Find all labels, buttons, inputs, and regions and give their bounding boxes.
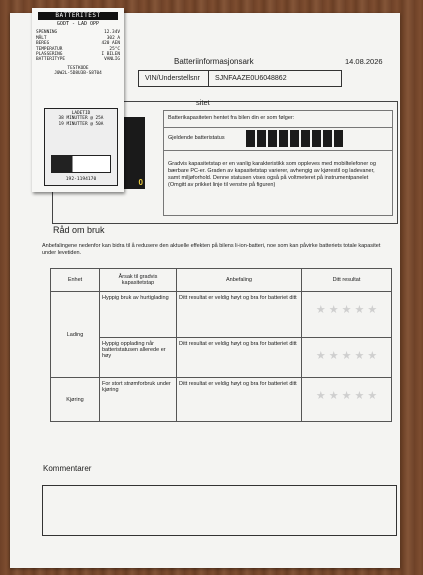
table-row	[51, 338, 392, 378]
charge-time-line: 19 MINUTTER @ 50A	[58, 121, 104, 127]
battery-status-cells	[246, 130, 343, 147]
battery-status-cell	[323, 130, 332, 147]
table-row	[51, 378, 392, 422]
receipt-line-value: 420 AEN	[101, 41, 120, 47]
star-icon: ★	[367, 350, 378, 362]
recommendation-cell: Ditt resultat er veldig høyt og bra for batteriet ditt	[177, 292, 302, 338]
test-code-label: TESTKODE	[67, 65, 89, 71]
result-cell	[302, 378, 392, 422]
receipt-line-value: 302 A	[106, 35, 120, 41]
star-rating	[304, 341, 389, 362]
receipt-line	[32, 57, 124, 62]
capacity-intro: Batterikapasiteten hentet fra bilen din er som følger:	[168, 115, 295, 121]
cause-cell: Hyppig bruk av hurtiglading	[100, 292, 177, 338]
receipt-line-key: BEREG	[36, 41, 50, 47]
receipt-line-key: PLASSERING	[36, 52, 63, 58]
battery-status-cell	[334, 130, 343, 147]
table-header-row	[51, 269, 392, 292]
unit-cell: Lading	[51, 292, 100, 378]
capacity-box	[163, 110, 393, 216]
advice-table	[50, 268, 392, 422]
star-icon: ★	[367, 304, 378, 316]
vin-value: SJNFAAZE0U6048862	[215, 75, 287, 82]
advice-intro: Anbefalingene nedenfor kan bidra til å redusere den aktuelle effekten på bilens li-ion-batteri, noe som kan påvirke batteriets totale kapasitet under levetiden.	[42, 243, 381, 256]
cause-cell: For stort strømforbruk under kjøring	[100, 378, 177, 422]
star-icon: ★	[328, 390, 339, 402]
charge-time-line: 38 MINUTTER @ 25A	[58, 116, 104, 122]
battery-status-cell	[301, 130, 310, 147]
test-code: J0W2L-5D8U3B-S8T04	[54, 71, 102, 77]
receipt-line-key: TEMPERATUR	[36, 46, 63, 52]
document-title: Batteriinformasjonsark	[174, 57, 254, 66]
receipt-line-value: I BILEN	[101, 52, 120, 58]
vin-label: VIN/Understellsnr	[139, 71, 209, 86]
col-header: Ditt resultat	[302, 269, 392, 292]
battery-status-cell	[290, 130, 299, 147]
battery-status-cell	[246, 130, 255, 147]
col-header: Enhet	[51, 269, 100, 292]
battery-status-cell	[268, 130, 277, 147]
vehicle-photo-fragment	[124, 117, 145, 189]
receipt-lines	[32, 30, 124, 62]
receipt-line-key: BATTERITYPE	[36, 57, 66, 63]
photo-text: 0	[138, 178, 143, 187]
charge-gauge	[51, 155, 111, 173]
recommendation-cell: Ditt resultat er veldig høyt og bra for batteriet ditt	[177, 338, 302, 378]
recommendation-cell: Ditt resultat er veldig høyt og bra for batteriet ditt	[177, 378, 302, 422]
result-cell	[302, 292, 392, 338]
star-icon: ★	[328, 350, 339, 362]
capacity-heading: sitet	[196, 98, 210, 107]
receipt-line-key: MÅLT	[36, 35, 47, 41]
receipt-line-value: VANLIG	[104, 57, 120, 63]
battery-status-cell	[312, 130, 321, 147]
star-icon: ★	[341, 390, 352, 402]
receipt-header: BATTERITEST	[38, 12, 118, 20]
star-icon: ★	[341, 350, 352, 362]
star-icon: ★	[328, 304, 339, 316]
result-cell	[302, 338, 392, 378]
receipt-line-value: 25°C	[109, 46, 120, 52]
unit-cell: Kjøring	[51, 378, 100, 422]
col-header: Årsak til gradvis kapasitetstap	[100, 269, 177, 292]
col-header: Anbefaling	[177, 269, 302, 292]
cause-cell: Hyppig opplading når batteristatusen allerede er høy	[100, 338, 177, 378]
capacity-explanation: Gradvis kapasitetstap er en vanlig karakteristikk som oppleves med mobiltelefoner og bærbare PC-er. Graden av kapasitetstap varierer, avhengig av kjørestil og ladevaner, samt miljøforhold. Denne statusen vises også på voltmeteret på instrumentpanelet (Omgitt av prikket linje til venstre på figuren)	[168, 161, 376, 188]
document-date: 14.08.2026	[345, 57, 383, 66]
vin-row	[138, 70, 342, 87]
receipt-line-value: 12.34V	[104, 30, 120, 36]
star-rating	[304, 295, 389, 316]
star-icon: ★	[315, 350, 326, 362]
star-icon: ★	[354, 390, 365, 402]
comments-heading: Kommentarer	[43, 464, 92, 473]
star-icon: ★	[341, 304, 352, 316]
star-icon: ★	[354, 350, 365, 362]
charge-time-panel	[44, 108, 118, 186]
battery-status-cell	[279, 130, 288, 147]
receipt-line-key: SPENNING	[36, 30, 58, 36]
advice-heading: Råd om bruk	[53, 225, 105, 235]
battery-test-receipt	[32, 8, 124, 192]
star-icon: ★	[315, 390, 326, 402]
battery-status-label: Gjeldende batteristatus	[168, 135, 225, 141]
star-icon: ★	[315, 304, 326, 316]
receipt-result: GODT - LAD OPP	[56, 21, 100, 27]
star-rating	[304, 381, 389, 402]
receipt-code: 192-1194170	[65, 176, 97, 182]
comments-box	[42, 485, 397, 536]
star-icon: ★	[354, 304, 365, 316]
star-icon: ★	[367, 390, 378, 402]
charge-time-label: LADETID	[71, 111, 91, 116]
battery-status-cell	[257, 130, 266, 147]
battery-status-row	[164, 127, 392, 151]
table-row	[51, 292, 392, 338]
